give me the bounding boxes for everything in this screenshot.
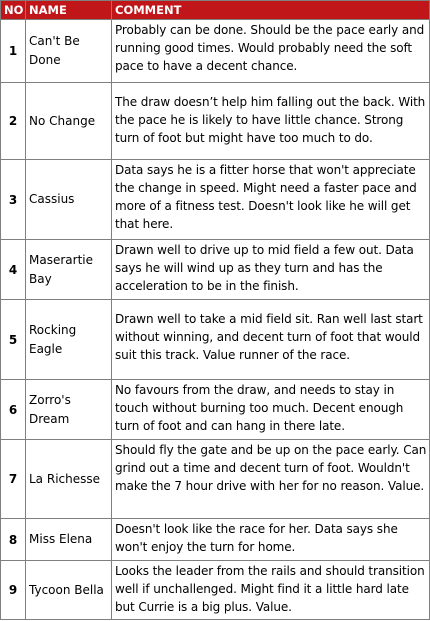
header-no: NO xyxy=(1,1,26,20)
row-no: 2 xyxy=(1,83,26,160)
header-row xyxy=(1,1,430,20)
row-name: Can't Be Done xyxy=(26,20,112,83)
row-no: 3 xyxy=(1,160,26,240)
row-comment: Data says he is a fitter horse that won't appreciate the change in speed. Might need a faster pace and more of a fitness test. Doesn't look like he will get that here. xyxy=(112,160,430,240)
row-name: Maserartie Bay xyxy=(26,240,112,300)
table-row xyxy=(1,20,430,83)
row-name: Cassius xyxy=(26,160,112,240)
row-name: Rocking Eagle xyxy=(26,300,112,380)
table-row xyxy=(1,83,430,160)
row-name: Zorro's Dream xyxy=(26,380,112,440)
row-name: La Richesse xyxy=(26,440,112,519)
row-no: 8 xyxy=(1,519,26,561)
row-comment: Probably can be done. Should be the pace early and running good times. Would probably need the soft pace to have a decent chance. xyxy=(112,20,430,83)
row-name: No Change xyxy=(26,83,112,160)
row-no: 1 xyxy=(1,20,26,83)
row-no: 7 xyxy=(1,440,26,519)
table-row xyxy=(1,519,430,561)
row-comment: Drawn well to take a mid field sit. Ran well last start without winning, and decent turn of foot that would suit this track. Value runner of the race. xyxy=(112,300,430,380)
row-comment: Doesn't look like the race for her. Data says she won't enjoy the turn for home. xyxy=(112,519,430,561)
row-no: 5 xyxy=(1,300,26,380)
row-comment: Looks the leader from the rails and should transition well if unchallenged. Might find it a little hard late but Currie is a big plus. Value. xyxy=(112,561,430,620)
header-name: NAME xyxy=(26,1,112,20)
table-row xyxy=(1,240,430,300)
row-name: Miss Elena xyxy=(26,519,112,561)
table-row xyxy=(1,440,430,519)
table-row xyxy=(1,380,430,440)
row-comment: Should fly the gate and be up on the pace early. Can grind out a time and decent turn of foot. Wouldn't make the 7 hour drive with her for no reason. Value. xyxy=(112,440,430,519)
table-row xyxy=(1,561,430,620)
row-no: 4 xyxy=(1,240,26,300)
header-comment: COMMENT xyxy=(112,1,430,20)
row-comment: No favours from the draw, and needs to stay in touch without burning too much. Decent enough turn of foot and can hang in there late. xyxy=(112,380,430,440)
row-no: 9 xyxy=(1,561,26,620)
table-row xyxy=(1,300,430,380)
row-name: Tycoon Bella xyxy=(26,561,112,620)
row-no: 6 xyxy=(1,380,26,440)
table-row xyxy=(1,160,430,240)
row-comment: The draw doesn’t help him falling out the back. With the pace he is likely to have little chance. Strong turn of foot but might have too much to do. xyxy=(112,83,430,160)
row-comment: Drawn well to drive up to mid field a few out. Data says he will wind up as they turn and has the acceleration to be in the finish. xyxy=(112,240,430,300)
